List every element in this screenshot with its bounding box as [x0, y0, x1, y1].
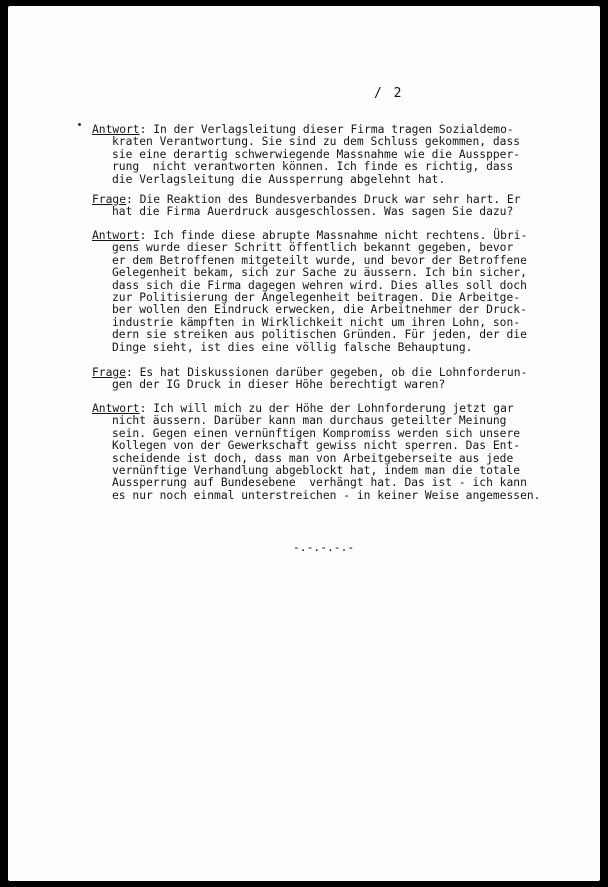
block-line: gens wurde dieser Schritt öffentlich bekannt gegeben, bevor [112, 241, 514, 255]
answer-block [92, 403, 572, 502]
block-line: hat die Firma Auerdruck ausgeschlossen. Was sagen Sie dazu? [112, 205, 514, 219]
block-line: Dinge sieht, ist dies eine völlig falsche Behauptung. [112, 340, 473, 354]
answer-label: Antwort [92, 229, 140, 242]
question-block [92, 367, 572, 392]
block-line: rung nicht verantworten können. Ich finde es richtig, dass [112, 160, 514, 174]
block-line: dern sie streiken aus politischen Gründen. Für jeden, der die [112, 328, 527, 342]
block-first-line: Antwort: In der Verlagsleitung dieser Firma tragen Sozialdemo- [92, 123, 514, 136]
page-number: / 2 [374, 86, 404, 101]
block-line: zur Politisierung der Angelegenheit beitragen. Die Arbeitge- [112, 291, 521, 305]
question-block [92, 194, 572, 219]
block-first-line: Frage: Es hat Diskussionen darüber gegeben, ob die Lohnforderun- [92, 366, 528, 379]
block-line: Aussperrung auf Bundesebene verhängt hat. Das ist - ich kann [112, 476, 527, 490]
block-line: Kollegen von der Gewerkschaft gewiss nicht sperren. Das Ent- [112, 439, 521, 453]
block-line: nicht äussern. Darüber kann man durchaus geteilter Meinung [112, 414, 507, 428]
question-label: Frage [92, 366, 127, 379]
block-line: er dem Betroffenen mitgeteilt wurde, und bevor der Betroffene [112, 253, 527, 267]
block-line: Gelegenheit bekam, sich zur Sache zu äussern. Ich bin sicher, [112, 266, 527, 280]
block-first-line: Antwort: Ich will mich zu der Höhe der Lohnforderung jetzt gar [92, 402, 514, 415]
block-line: sie eine derartig schwerwiegende Massnahme wie die Ausspper- [112, 147, 521, 161]
block-line: dass sich die Firma dagegen wehren wird. Dies alles soll doch [112, 278, 527, 292]
answer-block [92, 124, 572, 186]
block-line: es nur noch einmal unterstreichen - in keiner Weise angemessen. [112, 488, 541, 502]
block-first-line: Antwort: Ich finde diese abrupte Massnahme nicht rechtens. Übri- [92, 229, 528, 242]
block-first-line: Frage: Die Reaktion des Bundesverbandes Druck war sehr hart. Er [92, 193, 521, 206]
block-line: sein. Gegen einen vernünftigen Kompromiss werden sich unsere [112, 426, 521, 440]
block-line: die Verlagsleitung die Aussperrung abgelehnt hat. [112, 172, 446, 186]
block-line: vernünftige Verhandlung abgeblockt hat, indem man die totale [112, 464, 521, 478]
answer-label: Antwort [92, 123, 140, 136]
block-line: ber wollen den Eindruck erwecken, die Arbeitnehmer der Druck- [112, 303, 527, 317]
block-line: industrie kämpften in Wirklichkeit nicht um ihren Lohn, son- [112, 315, 521, 329]
answer-label: Antwort [92, 402, 140, 415]
document-page [8, 6, 600, 881]
block-line: scheidende ist doch, dass man von Arbeitgeberseite aus jede [112, 451, 514, 465]
block-line: gen der IG Druck in dieser Höhe berechtigt waren? [112, 378, 446, 392]
answer-block [92, 230, 572, 354]
end-mark: -.-.-.-.- [293, 541, 355, 554]
block-line: kraten Verantwortung. Sie sind zu dem Schluss gekommen, dass [112, 135, 521, 149]
margin-dot [78, 123, 81, 126]
question-label: Frage [92, 193, 127, 206]
